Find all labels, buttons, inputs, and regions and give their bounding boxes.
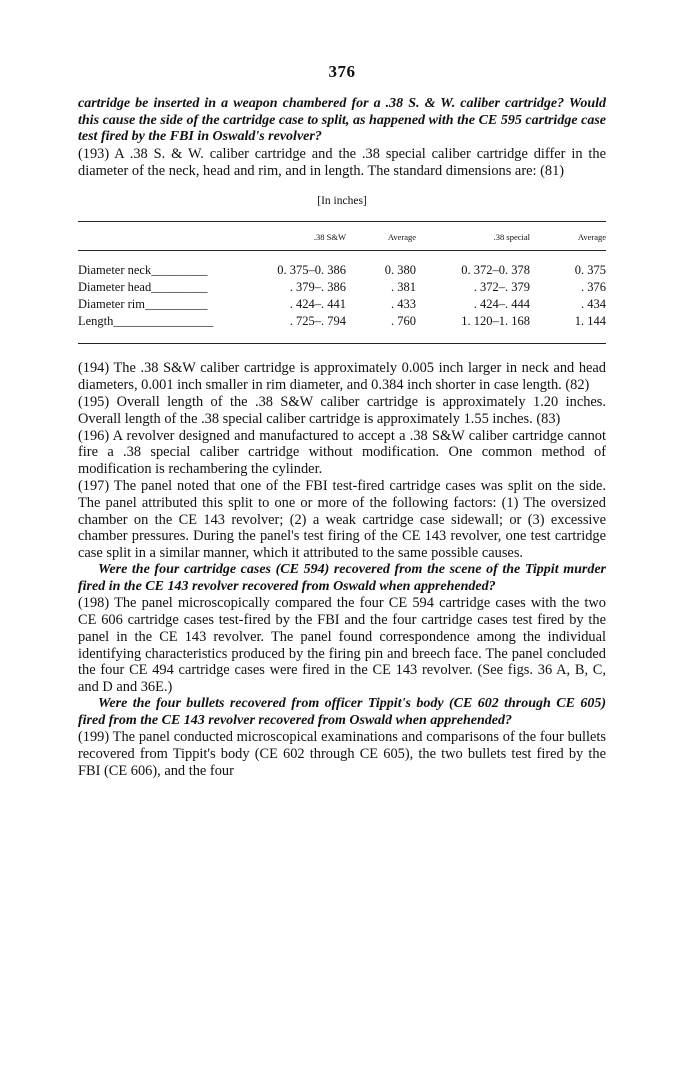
question-bullets: Were the four bullets recovered from officer Tippit's body (CE 602 through CE 605) fired from the CE 143 revolver recovered from Oswald when apprehended?	[78, 695, 606, 728]
table-cell: . 372–. 379	[473, 280, 530, 295]
paragraph-199: (199) The panel conducted microscopical examinations and comparisons of the four bullets recovered from Tippit's body (CE 602 through CE 605), the two bullets test fired by the FBI (CE 606), and the four	[78, 729, 606, 779]
table-cell: 1. 120–1. 168	[416, 313, 530, 344]
table-cell: 0. 372–0. 378	[461, 263, 530, 278]
table-cell: . 424–. 441	[289, 297, 346, 312]
paragraph-197: (197) The panel noted that one of the FBI test-fired cartridge cases was split on the side. The panel attributed this split to one or more of the following factors: (1) The oversized chamber on the CE 143 revolver; (2) a weak cartridge case sidewall; or (3) excessive chamber pressures. During the panel's test firing of the CE 143 revolver, one test cartridge case split in a similar manner, which it attributed to the same possible causes.	[78, 477, 606, 562]
table-cell: Diameter head_________	[78, 280, 208, 295]
table-header: .38 special	[416, 222, 530, 251]
table-row	[78, 251, 606, 280]
table-header: Average	[346, 222, 416, 251]
table-cell: 0. 375–0. 386	[277, 263, 346, 278]
table-cell: . 376	[581, 280, 606, 295]
table-cell: 1. 144	[530, 313, 606, 344]
paragraph-194: (194) The .38 S&W caliber cartridge is approximately 0.005 inch larger in neck and head diameters, 0.001 inch smaller in rim diameter, and 0.384 inch shorter in case length. (82)	[78, 360, 606, 394]
table-row	[78, 313, 606, 344]
table-cell: . 434	[581, 297, 606, 312]
paragraph-198: (198) The panel microscopically compared the four CE 594 cartridge cases with the two CE 606 cartridge cases test-fired by the FBI and the four cartridge cases test fired by the panel in the CE 143 revolver. The panel found correspondence among the individual identifying characteristics produced by the firing pin and breech face. The panel concluded the four CE 494 cartridge cases were fired in the CE 143 revolver. (See figs. 36 A, B, C, and D and 36E.)	[78, 595, 606, 696]
question-cartridge-split: cartridge be inserted in a weapon chambered for a .38 S. & W. caliber cartridge? Would this cause the side of the cartridge case to split, as happened with the CE 595 cartridge case test fired by the FBI in Oswald's revolver?	[78, 96, 606, 145]
paragraph-193: (193) A .38 S. & W. caliber cartridge and the .38 special caliber cartridge differ in the diameter of the neck, head and rim, and in length. The standard dimensions are: (81)	[78, 145, 606, 179]
table-cell: . 760	[346, 313, 416, 344]
table-row	[78, 279, 606, 296]
table-header: Average	[530, 222, 606, 251]
table-cell: . 725–. 794	[256, 313, 346, 344]
page-number: 376	[328, 62, 356, 81]
table-row	[78, 296, 606, 313]
dimensions-table	[78, 221, 606, 344]
table-cell: 0. 380	[384, 263, 416, 278]
page	[78, 62, 606, 779]
table-cell: Length________________	[78, 313, 256, 344]
table-header	[78, 222, 256, 251]
table-cell: . 381	[391, 280, 416, 295]
question-cartridge-cases: Were the four cartridge cases (CE 594) recovered from the scene of the Tippit murder fired in the CE 143 revolver recovered from Oswald when apprehended?	[78, 561, 606, 594]
table-cell: . 379–. 386	[289, 280, 346, 295]
table-header: .38 S&W	[256, 222, 346, 251]
table-cell: . 424–. 444	[473, 297, 530, 312]
table-header-row	[78, 222, 606, 251]
table-cell: Diameter rim__________	[78, 297, 208, 312]
table-cell: 0. 375	[574, 263, 606, 278]
paragraph-196: (196) A revolver designed and manufactured to accept a .38 S&W caliber cartridge cannot fire a .38 special caliber cartridge without modification. One common method of modification is rechambering the cylinder.	[78, 427, 606, 478]
paragraph-195: (195) Overall length of the .38 S&W caliber cartridge is approximately 1.20 inches. Overall length of the .38 special caliber cartridge is approximately 1.55 inches. (83)	[78, 393, 606, 427]
table-cell: . 433	[391, 297, 416, 312]
table-caption: [In inches]	[317, 195, 367, 208]
table-cell: Diameter neck_________	[78, 263, 208, 278]
